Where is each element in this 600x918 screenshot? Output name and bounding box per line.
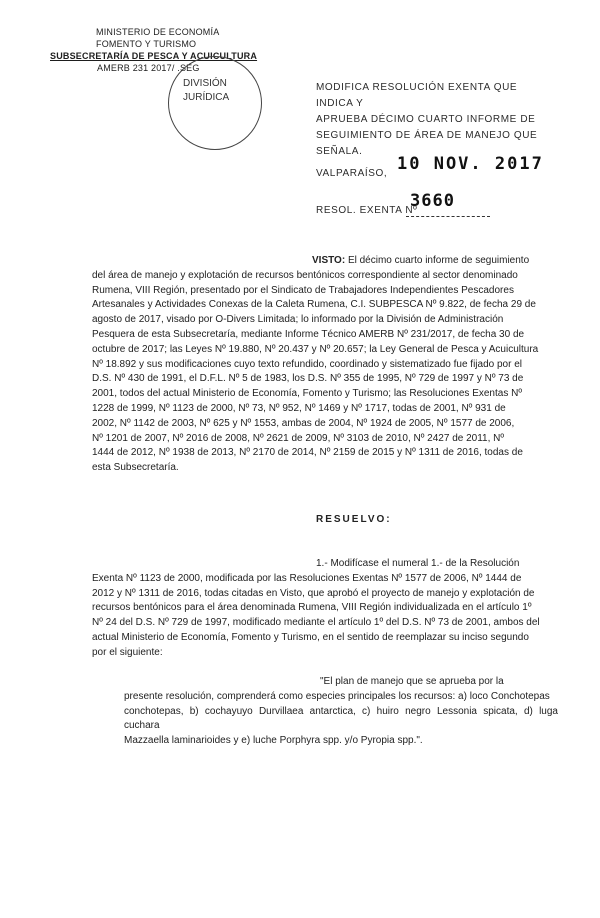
resuelvo-line: 2012 y Nº 1311 de 2016, todas citadas en Visto, que aprobó el proyecto de manejo y explotación de (92, 587, 535, 599)
visto-line: 2001, todos del actual Ministerio de Economía, Fomento y Turismo; las Resoluciones Exentas Nº (92, 388, 522, 400)
quote-line: presente resolución, comprenderá como especies principales los recursos: a) loco Conchotepas (124, 690, 550, 702)
visto-line: agosto de 2017, visado por O-Divers Limitada; lo informado por la División de Administración (92, 314, 504, 326)
visto-line: D.S. Nº 430 de 1991, el D.F.L. Nº 5 de 1983, los D.S. Nº 355 de 1995, Nº 729 de 1997 y Nº 73 de (92, 373, 524, 385)
resuelvo-line: Exenta Nº 1123 de 2000, modificada por las Resoluciones Exentas Nº 1577 de 2006, Nº 1444 de (92, 572, 522, 584)
reference-code: AMERB 231 2017/ .SEG (97, 63, 200, 73)
visto-line: 2002, Nº 1142 de 2003, Nº 625 y Nº 1553, ambas de 2004, Nº 1924 de 2005, Nº 1577 de 2006, (92, 417, 515, 429)
subject-block (316, 80, 556, 160)
resolution-label: RESOL. EXENTA Nº (316, 205, 418, 216)
visto-section (92, 254, 558, 476)
quote-line: "El plan de manejo que se aprueba por la (320, 676, 504, 687)
visto-line: El décimo cuarto informe de seguimiento (347, 255, 530, 266)
date-stamp: 10 NOV. 2017 (397, 154, 544, 174)
resuelvo-line: Nº 24 del D.S. Nº 729 de 1997, modificado mediante el artículo 1º del D.S. Nº 73 de 2001, ambos del (92, 617, 540, 629)
visto-line: Pesquera de esta Subsecretaría, mediante Informe Técnico AMERB Nº 231/2017, de fecha 30 de (92, 328, 525, 340)
quote-line: Mazzaella laminarioides y e) luche Porphyra spp. y/o Pyropia spp.". (124, 735, 423, 747)
resuelvo-line: 1.- Modifícase el numeral 1.- de la Resolución (316, 558, 520, 569)
visto-first-line (92, 254, 558, 269)
visto-line: Rumena, VIII Región, presentado por el Sindicato de Trabajadores Independientes Pescadores (92, 284, 514, 296)
ministry-line-2: FOMENTO Y TURISMO (96, 39, 197, 49)
visto-line: del área de manejo y explotación de recursos bentónicos correspondiente al sector denominado (92, 269, 518, 281)
stamp-line-1: DIVISIÓN (183, 78, 227, 89)
visto-line: octubre de 2017; las Leyes Nº 19.880, Nº 20.437 y Nº 20.657; la Ley General de Pesca y Acuicultura (92, 343, 539, 355)
ministry-line-1: MINISTERIO DE ECONOMÍA (96, 27, 220, 37)
visto-line: Nº 18.892 y sus modificaciones cuyo texto refundido, coordinado y sistematizado fue fijado por el (92, 358, 523, 370)
subject-line-2: APRUEBA DÉCIMO CUARTO INFORME DE (316, 114, 536, 125)
visto-label: VISTO: (312, 255, 346, 266)
visto-line: Nº 1201 de 2007, Nº 2016 de 2008, Nº 2621 de 2009, Nº 3103 de 2010, Nº 2427 de 2011, Nº (92, 432, 505, 444)
visto-line: esta Subsecretaría. (92, 462, 179, 474)
resuelvo-line: actual Ministerio de Economía, Fomento y Turismo, en el sentido de reemplazar su inciso segundo (92, 631, 529, 643)
resolution-number: 3660 (410, 191, 455, 211)
resuelvo-section (92, 557, 558, 661)
resuelvo-label: RESUELVO: (316, 514, 392, 525)
resuelvo-line: recursos bentónicos para el área denominada Rumena, VIII Región individualizada en el artículo 1º (92, 602, 532, 614)
subject-line-1: MODIFICA RESOLUCIÓN EXENTA QUE INDICA Y (316, 82, 518, 109)
replacement-quote (124, 675, 558, 749)
visto-line: 1444 de 2012, Nº 1938 de 2013, Nº 2170 de 2014, Nº 2159 de 2015 y Nº 1311 de 2016, todas de (92, 447, 523, 459)
visto-line: Artesanales y Actividades Conexas de la Caleta Rumena, C.I. SUBPESCA Nº 9.822, de fecha 29 de (92, 299, 536, 311)
division-juridica-stamp (168, 56, 262, 150)
subject-line-3: SEGUIMIENTO DE ÁREA DE MANEJO QUE SEÑALA. (316, 130, 538, 157)
stamp-line-2: JURÍDICA (183, 92, 230, 103)
subsecretaria-line: SUBSECRETARÍA DE PESCA Y ACUICULTURA (50, 51, 258, 61)
visto-line: 1228 de 1999, Nº 1123 de 2000, Nº 73, Nº 952, Nº 1469 y Nº 1717, todas de 2001, Nº 931 de (92, 402, 506, 414)
quote-line: conchotepas, b) cochayuyo Durvillaea antarctica, c) huiro negro Lessonia spicata, d) luga cuchara (124, 705, 558, 732)
date-label: VALPARAÍSO, (316, 168, 388, 179)
resolution-underline (406, 216, 490, 217)
resuelvo-line: por el siguiente: (92, 646, 163, 658)
